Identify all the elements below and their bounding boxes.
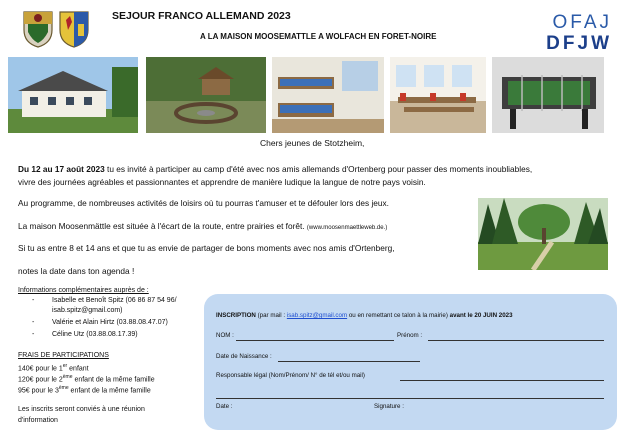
photo-forest-meadow	[478, 198, 608, 270]
intro-line-2: vivre des journées agréables et passionnantes et apprendre de manière ludique la langue de notre pays voisin.	[18, 177, 426, 187]
contact-hirtz: Valérie et Alain Hirtz (03.88.08.47.07)	[52, 319, 168, 326]
fee-item: 95€ pour le 3ème enfant de la même famille	[18, 385, 151, 395]
fees-heading: FRAIS DE PARTICIPATIONS	[18, 352, 109, 359]
nom-field[interactable]	[236, 340, 394, 341]
camp-dates: Du 12 au 17 août 2023	[18, 164, 105, 174]
info-heading: Informations complémentaires auprès de :	[18, 287, 149, 294]
stotzheim-coat-of-arms	[22, 10, 54, 48]
location-text: La maison Moosenmättle est située à l'écart de la route, entre prairies et forêt.	[18, 221, 307, 231]
location-website: (www.moosenmaettleweb.de.)	[306, 225, 388, 231]
registration-form	[204, 294, 617, 430]
contact-bullet: -	[32, 319, 35, 326]
intro-text: tu es invité à participer au camp d'été avec nos amis allemands d'Ortenberg pour passer des moments inoubliables,	[104, 164, 533, 174]
page-subtitle: A LA MAISON MOOSEMATTLE A WOLFACH EN FORET-NOIRE	[200, 32, 437, 41]
greeting: Chers jeunes de Stotzheim,	[260, 138, 365, 148]
photo-foosball	[492, 57, 604, 133]
age-line: Si tu as entre 8 et 14 ans et que tu as envie de partager de bons moments avec nos amis d'Ortenberg,	[18, 243, 395, 253]
fee-item: 120€ pour le 2ème enfant de la même famille	[18, 374, 155, 384]
page-title: SEJOUR FRANCO ALLEMAND 2023	[112, 10, 291, 22]
meeting-note-line-1: Les inscrits seront conviés à une réunion	[18, 406, 145, 413]
photo-bunk-room	[272, 57, 384, 133]
birth-label: Date de Naissance :	[216, 353, 272, 360]
program-line: Au programme, de nombreuses activités de loisirs où tu pourras t'amuser et te défouler lors des jeux.	[18, 198, 389, 208]
intro-line-1	[18, 164, 532, 174]
contact-bullet: -	[32, 331, 35, 338]
contact-spitz: Isabelle et Benoît Spitz (06 86 87 54 96/	[52, 297, 177, 304]
meeting-note-line-2: d'information	[18, 417, 58, 424]
location-line	[18, 221, 387, 231]
contact-bullet: -	[32, 297, 35, 304]
contact-spitz-email: isab.spitz@gmail.com)	[52, 307, 123, 314]
guardian-label: Responsable légal (Nom/Prénom/ N° de tél et/ou mail)	[216, 372, 365, 379]
email-link[interactable]: isab.spitz@gmail.com	[286, 312, 348, 319]
dfjw-logo: DFJW	[546, 33, 612, 54]
guardian-field[interactable]	[400, 380, 604, 381]
ortenberg-coat-of-arms	[58, 10, 90, 48]
fee-item: 140€ pour le 1er enfant	[18, 363, 89, 373]
contact-utz: Céline Utz (03.88.08.17.39)	[52, 331, 138, 338]
signature-label: Signature :	[374, 403, 404, 410]
prenom-field[interactable]	[428, 340, 604, 341]
photo-dining-hall	[390, 57, 486, 133]
form-label: INSCRIPTION	[216, 312, 256, 319]
ofaj-logo: OFAJ	[552, 12, 612, 33]
photo-house	[8, 57, 138, 133]
prenom-label: Prénom :	[397, 332, 423, 339]
form-heading: INSCRIPTION (par mail : isab.spitz@gmail.com ou en remettant ce talon à la mairie) avant le 20 JUIN 2023	[216, 312, 513, 319]
note-line: notes la date dans ton agenda !	[18, 266, 135, 276]
nom-label: NOM :	[216, 332, 234, 339]
date-label: Date :	[216, 403, 233, 410]
birth-field[interactable]	[278, 361, 420, 362]
deadline: avant le 20 JUIN 2023	[449, 312, 513, 319]
photo-campfire	[146, 57, 266, 133]
guardian-field-line-2[interactable]	[216, 398, 604, 399]
